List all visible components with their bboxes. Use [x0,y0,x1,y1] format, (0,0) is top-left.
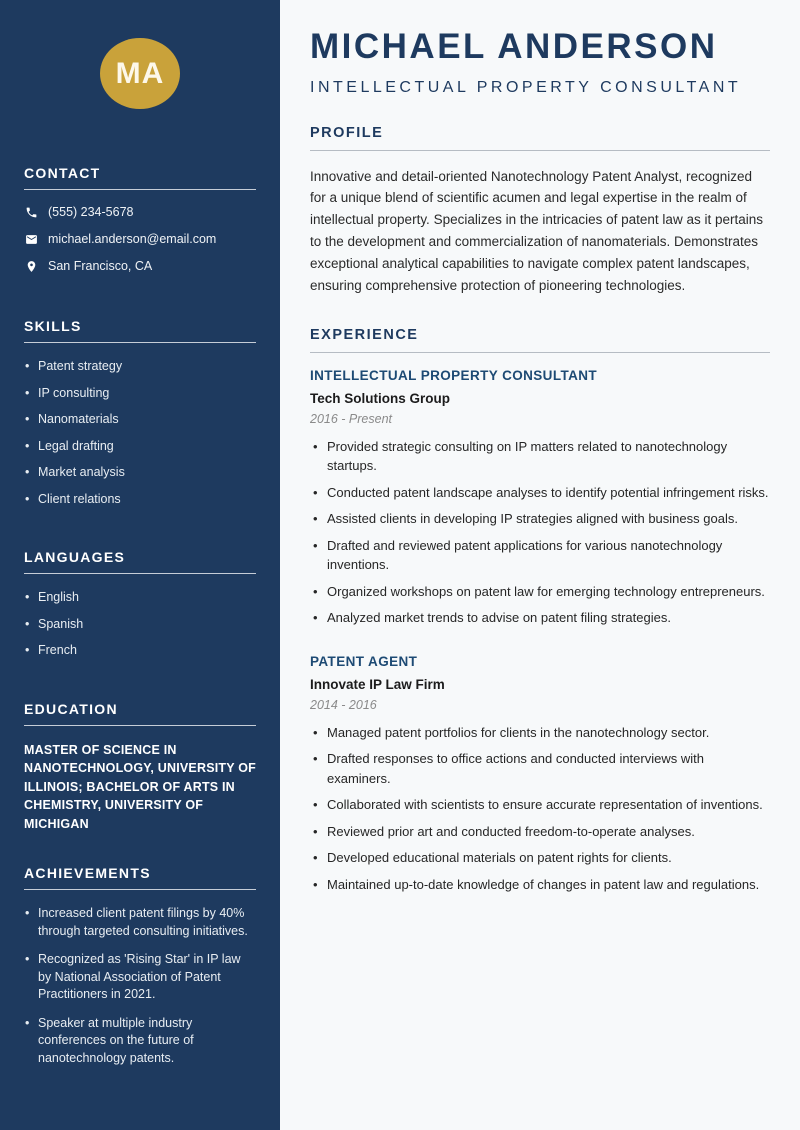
skill-item: • Legal drafting [24,438,256,456]
person-name: MICHAEL ANDERSON [310,27,718,66]
achievements-section [24,865,256,1078]
location-pin-icon [24,259,38,273]
job-dates: 2016 - Present [310,411,392,426]
education-heading: EDUCATION [24,701,256,726]
skill-item: • IP consulting [24,385,256,403]
job-bullet: • Organized workshops on patent law for emerging technology entrepreneurs. [310,582,770,602]
language-item: • English [24,589,256,607]
job-bullet: • Maintained up-to-date knowledge of changes in patent law and regulations. [310,875,770,895]
education-section [24,701,256,834]
contact-phone-row [24,205,256,219]
languages-section [24,549,256,669]
job-company: Innovate IP Law Firm [310,676,445,692]
skills-heading: SKILLS [24,318,256,343]
main-content [280,0,800,1130]
skill-item: • Patent strategy [24,358,256,376]
profile-section [310,125,770,297]
location-value: San Francisco, CA [48,259,153,273]
job-bullet: • Provided strategic consulting on IP matters related to nanotechnology startups. [310,437,770,476]
job-title: INTELLECTUAL PROPERTY CONSULTANT [310,367,598,383]
job-bullet: • Conducted patent landscape analyses to identify potential infringement risks. [310,483,770,503]
skill-item: • Market analysis [24,464,256,482]
phone-value: (555) 234-5678 [48,205,134,219]
person-title: INTELLECTUAL PROPERTY CONSULTANT [310,78,742,96]
email-icon [24,232,38,246]
contact-section [24,165,256,286]
job-bullet: • Analyzed market trends to advise on patent filing strategies. [310,608,770,628]
job-bullet: • Drafted responses to office actions and conducted interviews with examiners. [310,749,770,788]
experience-heading: EXPERIENCE [310,327,770,353]
contact-location-row [24,259,256,273]
profile-text: Innovative and detail-oriented Nanotechnology Patent Analyst, recognized for a unique blend of scientific acumen and legal expertise in the realm of intellectual property. Specializes in the intricacies of patent law as it pertains to the development and commercialization of nanomaterials. Demonstrates exceptional analytical capabilities to navigate complex patent landscapes, ensuring comprehensive protection of pioneering technologies. [310,168,763,293]
job-dates: 2014 - 2016 [310,697,377,712]
job-bullet: • Drafted and reviewed patent applications for various nanotechnology inventions. [310,536,770,575]
skill-item: • Client relations [24,491,256,509]
job-bullets [310,437,770,628]
contact-email-row [24,232,256,246]
languages-heading: LANGUAGES [24,549,256,574]
achievement-item: • Recognized as 'Rising Star' in IP law by National Association of Patent Practitioners in 2021. [24,951,256,1004]
skills-section [24,318,256,517]
avatar-initials: MA [115,56,165,90]
job-bullet: • Managed patent portfolios for clients in the nanotechnology sector. [310,723,770,743]
job-title: PATENT AGENT [310,653,418,669]
contact-heading: CONTACT [24,165,256,190]
job-bullet: • Assisted clients in developing IP strategies aligned with business goals. [310,509,770,529]
job-bullet: • Reviewed prior art and conducted freedom-to-operate analyses. [310,822,770,842]
education-text: MASTER OF SCIENCE IN NANOTECHNOLOGY, UNIVERSITY OF ILLINOIS; BACHELOR OF ARTS IN CHEMISTRY, UNIVERSITY OF MICHIGAN [24,742,256,831]
job-bullet: • Developed educational materials on patent rights for clients. [310,848,770,868]
language-item: • Spanish [24,616,256,634]
achievement-item: • Speaker at multiple industry conferences on the future of nanotechnology patents. [24,1015,256,1068]
job-entry [310,654,770,895]
sidebar [0,0,280,1130]
job-entry [310,368,770,628]
phone-icon [24,205,38,219]
email-value: michael.anderson@email.com [48,232,217,246]
experience-section [310,327,770,895]
language-item: • French [24,642,256,660]
skills-list [24,358,256,508]
job-bullet: • Collaborated with scientists to ensure accurate representation of inventions. [310,795,770,815]
skill-item: • Nanomaterials [24,411,256,429]
job-bullets [310,723,770,895]
achievements-heading: ACHIEVEMENTS [24,865,256,890]
achievement-item: • Increased client patent filings by 40% through targeted consulting initiatives. [24,905,256,940]
achievements-list [24,905,256,1067]
profile-heading: PROFILE [310,125,770,151]
languages-list [24,589,256,660]
avatar [100,38,180,109]
job-company: Tech Solutions Group [310,390,450,406]
